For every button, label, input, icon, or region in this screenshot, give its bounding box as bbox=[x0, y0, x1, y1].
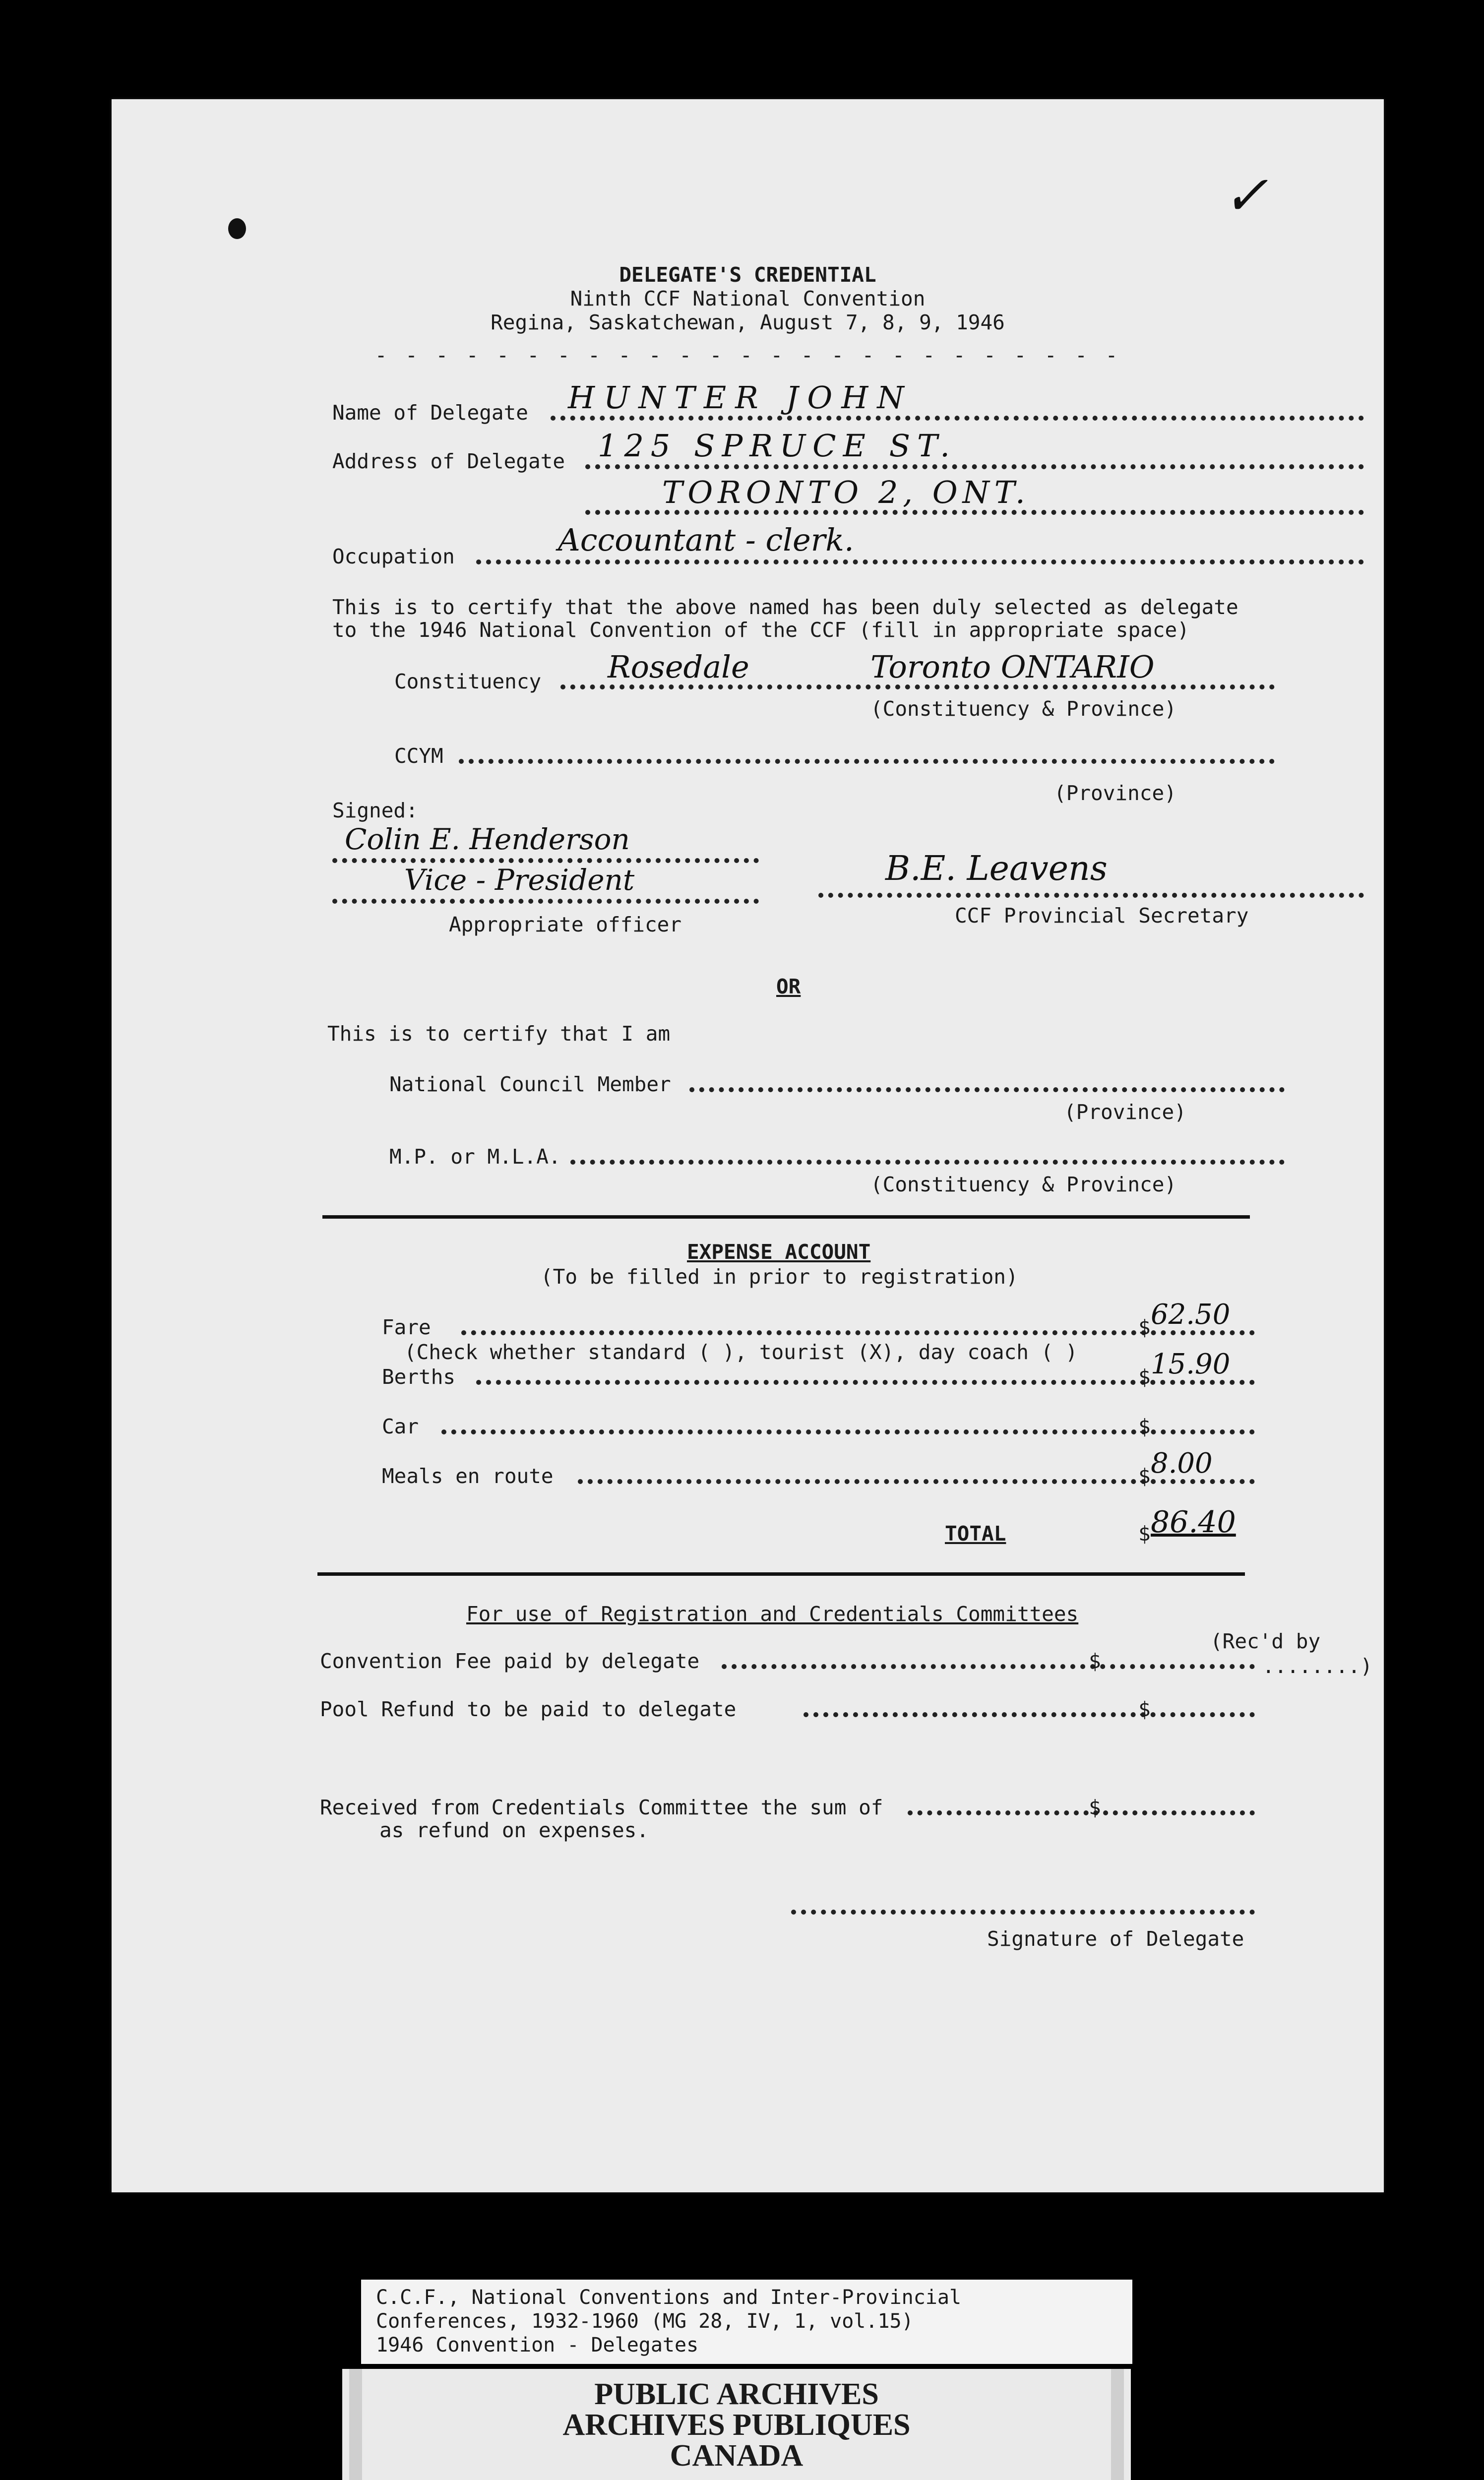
constituency-value-2: Toronto ONTARIO bbox=[870, 649, 1155, 685]
occupation-label: Occupation bbox=[332, 545, 455, 568]
stamp-line-2: ARCHIVES PUBLIQUES bbox=[562, 2408, 911, 2442]
stamp-line-1: PUBLIC ARCHIVES bbox=[594, 2377, 879, 2411]
ncm-province-caption: (Province) bbox=[1064, 1100, 1186, 1124]
constituency-label: Constituency bbox=[394, 670, 542, 693]
recd-by-dots: ........) bbox=[1262, 1654, 1373, 1678]
pool-refund-label: Pool Refund to be paid to delegate bbox=[320, 1697, 737, 1721]
address-label: Address of Delegate bbox=[332, 449, 565, 473]
meals-currency: $ bbox=[1138, 1464, 1151, 1488]
address-value-2: TORONTO 2, ONT. bbox=[662, 474, 1030, 510]
total-value: 86.40 bbox=[1151, 1505, 1236, 1540]
pool-refund-dots bbox=[804, 1712, 1255, 1717]
berths-label: Berths bbox=[382, 1365, 456, 1389]
fee-dots bbox=[722, 1664, 1255, 1669]
divider-1 bbox=[322, 1215, 1250, 1219]
archive-reference-tag bbox=[361, 2280, 1132, 2364]
archive-stamp bbox=[342, 2369, 1131, 2480]
fare-label: Fare bbox=[382, 1315, 431, 1339]
mp-constituency-caption: (Constituency & Province) bbox=[870, 1173, 1177, 1196]
total-label: TOTAL bbox=[945, 1522, 1006, 1546]
archive-line-1: C.C.F., National Conventions and Inter-Provincial bbox=[376, 2286, 962, 2309]
ticket-class-check: (Check whether standard ( ), tourist (X), day coach ( ) bbox=[404, 1340, 1078, 1364]
constituency-dots bbox=[560, 684, 1275, 689]
fee-label: Convention Fee paid by delegate bbox=[320, 1649, 700, 1673]
signed-label: Signed: bbox=[332, 799, 418, 822]
form-title: DELEGATE'S CREDENTIAL bbox=[619, 263, 876, 287]
title1-dots bbox=[332, 899, 759, 904]
stamp-edge-right bbox=[1111, 2369, 1124, 2480]
document-page bbox=[112, 99, 1384, 2192]
archive-line-2: Conferences, 1932-1960 (MG 28, IV, 1, vol.15) bbox=[376, 2310, 914, 2333]
mp-label: M.P. or M.L.A. bbox=[389, 1145, 561, 1169]
fare-value: 62.50 bbox=[1151, 1299, 1231, 1331]
pool-refund-currency: $ bbox=[1138, 1697, 1151, 1721]
secretary-signature: B.E. Leavens bbox=[885, 849, 1108, 888]
officer-title: Vice - President bbox=[404, 863, 635, 897]
fare-dots bbox=[461, 1330, 1255, 1335]
appropriate-officer-caption: Appropriate officer bbox=[449, 913, 681, 936]
received-currency: $ bbox=[1089, 1796, 1101, 1819]
divider-2 bbox=[317, 1572, 1245, 1576]
ccym-label: CCYM bbox=[394, 744, 443, 768]
ccym-province-caption: (Province) bbox=[1054, 781, 1176, 805]
fee-currency: $ bbox=[1089, 1649, 1101, 1673]
stamp-line-3: CANADA bbox=[670, 2439, 804, 2473]
address-dots-1 bbox=[585, 464, 1364, 469]
ncm-dots bbox=[689, 1087, 1285, 1092]
car-dots bbox=[441, 1429, 1255, 1434]
delegate-signature-dots bbox=[791, 1910, 1255, 1915]
berths-currency: $ bbox=[1138, 1365, 1151, 1389]
mp-dots bbox=[570, 1160, 1285, 1165]
convention-place-date: Regina, Saskatchewan, August 7, 8, 9, 1946 bbox=[491, 310, 1005, 334]
convention-name: Ninth CCF National Convention bbox=[570, 287, 926, 310]
certify-text-2: to the 1946 National Convention of the CCF (fill in appropriate space) bbox=[332, 618, 1189, 642]
meals-label: Meals en route bbox=[382, 1464, 554, 1488]
name-value: HUNTER JOHN bbox=[568, 379, 913, 416]
constituency-caption: (Constituency & Province) bbox=[870, 697, 1177, 721]
punch-hole bbox=[228, 218, 246, 239]
constituency-value-1: Rosedale bbox=[608, 649, 749, 685]
received-dots bbox=[908, 1810, 1255, 1815]
meals-value: 8.00 bbox=[1151, 1447, 1213, 1480]
car-label: Car bbox=[382, 1415, 419, 1438]
committee-title: For use of Registration and Credentials Committees bbox=[466, 1602, 1079, 1626]
recd-by-label: (Rec'd by bbox=[1210, 1629, 1321, 1653]
received-line-1: Received from Credentials Committee the sum of bbox=[320, 1796, 883, 1819]
header-divider: - - - - - - - - - - - - - - - - - - - - - - - - - bbox=[374, 343, 1121, 367]
ccym-dots bbox=[459, 759, 1275, 764]
fare-currency: $ bbox=[1138, 1315, 1151, 1339]
berths-value: 15.90 bbox=[1151, 1348, 1231, 1380]
archive-line-3: 1946 Convention - Delegates bbox=[376, 2334, 699, 2356]
name-label: Name of Delegate bbox=[332, 401, 528, 425]
address-value-1: 125 SPRUCE ST. bbox=[598, 428, 957, 464]
total-currency: $ bbox=[1138, 1522, 1151, 1546]
expense-subtitle: (To be filled in prior to registration) bbox=[541, 1265, 1018, 1289]
car-currency: $ bbox=[1138, 1415, 1151, 1438]
occupation-dots bbox=[476, 559, 1364, 564]
or-separator: OR bbox=[776, 975, 801, 998]
signature1-dots bbox=[332, 858, 759, 863]
check-mark: ✓ bbox=[1223, 164, 1269, 227]
address-dots-2 bbox=[585, 510, 1364, 515]
meals-dots bbox=[578, 1479, 1255, 1484]
delegate-signature-caption: Signature of Delegate bbox=[987, 1927, 1244, 1951]
officer-signature: Colin E. Henderson bbox=[345, 822, 630, 856]
expense-title: EXPENSE ACCOUNT bbox=[687, 1240, 871, 1264]
stamp-edge-left bbox=[349, 2369, 362, 2480]
occupation-value: Accountant - clerk. bbox=[558, 522, 854, 558]
alt-certify-text: This is to certify that I am bbox=[327, 1022, 671, 1046]
secretary-dots bbox=[818, 893, 1364, 898]
secretary-caption: CCF Provincial Secretary bbox=[955, 904, 1249, 928]
name-dots bbox=[551, 416, 1364, 421]
ncm-label: National Council Member bbox=[389, 1072, 671, 1096]
received-line-2: as refund on expenses. bbox=[379, 1818, 649, 1842]
certify-text-1: This is to certify that the above named has been duly selected as delegate bbox=[332, 595, 1238, 619]
